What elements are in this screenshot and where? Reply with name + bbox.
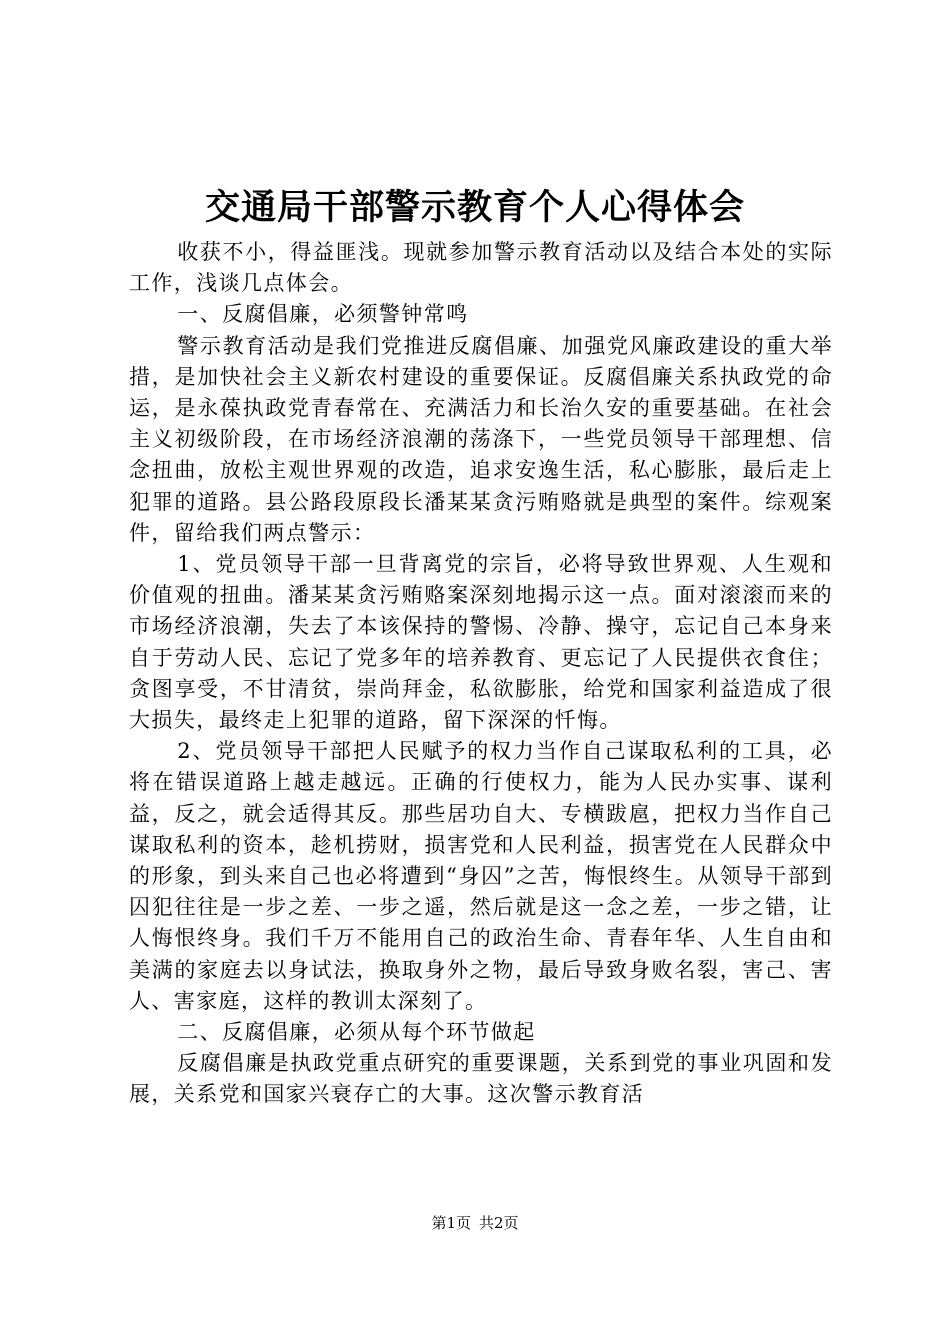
section-heading-1: 一、反腐倡廉，必须警钟常鸣 xyxy=(177,302,469,327)
document-title: 交通局干部警示教育个人心得体会 xyxy=(204,187,745,228)
page-number-total: 共2页 xyxy=(479,1214,519,1232)
section-heading-2: 二、反腐倡廉，必须从每个环节做起 xyxy=(177,1020,536,1045)
paragraph-point-1: 1、党员领导干部一旦背离党的宗旨，必将导致世界观、人生观和价值观的扭曲。潘某某贪污贿赂案深刻地揭示这一点。面对滚滚而来的市场经济浪潮，失去了本该保持的警惕、冷静、操守，忘记自己本身来自于劳动人民、忘记了党多年的培养教育、更忘记了人民提供衣食住；贪图享受，不甘清贫，崇尚拜金，私欲膨胀，给党和国家利益造成了很大损失，最终走上犯罪的道路，留下深深的忏悔。 xyxy=(129,552,833,733)
paragraph-section-2: 反腐倡廉是执政党重点研究的重要课题，关系到党的事业巩固和发展，关系党和国家兴衰存亡的大事。这次警示教育活 xyxy=(129,1051,833,1107)
paragraph-intro: 收获不小，得益匪浅。现就参加警示教育活动以及结合本处的实际工作，浅谈几点体会。 xyxy=(129,240,833,296)
paragraph-section-1: 警示教育活动是我们党推进反腐倡廉、加强党风廉政建设的重大举措，是加快社会主义新农村建设的重要保证。反腐倡廉关系执政党的命运，是永葆执政党青春常在、充满活力和长治久安的重要基础。在社会主义初级阶段，在市场经济浪潮的荡涤下，一些党员领导干部理想、信念扭曲，放松主观世界观的改造，追求安逸生活，私心膨胀，最后走上犯罪的道路。县公路段原段长潘某某贪污贿赂就是典型的案件。综观案件，留给我们两点警示： xyxy=(129,333,833,545)
paragraph-point-2: 2、党员领导干部把人民赋予的权力当作自己谋取私利的工具，必将在错误道路上越走越远。正确的行使权力，能为人民办实事、谋利益，反之，就会适得其反。那些居功自大、专横跋扈，把权力当作自己谋取私利的资本，趁机捞财，损害党和人民利益，损害党在人民群众中的形象，到头来自己也必将遭到“身囚”之苦，悔恨终生。从领导干部到囚犯往往是一步之差、一步之遥，然后就是这一念之差，一步之错，让人悔恨终身。我们千万不能用自己的政治生命、青春年华、人生自由和美满的家庭去以身试法，换取身外之物，最后导致身败名裂，害己、害人、害家庭，这样的教训太深刻了。 xyxy=(129,739,833,1013)
page-number-current: 第1页 xyxy=(431,1214,471,1232)
page-footer xyxy=(0,1213,950,1233)
document-body xyxy=(129,237,833,1111)
